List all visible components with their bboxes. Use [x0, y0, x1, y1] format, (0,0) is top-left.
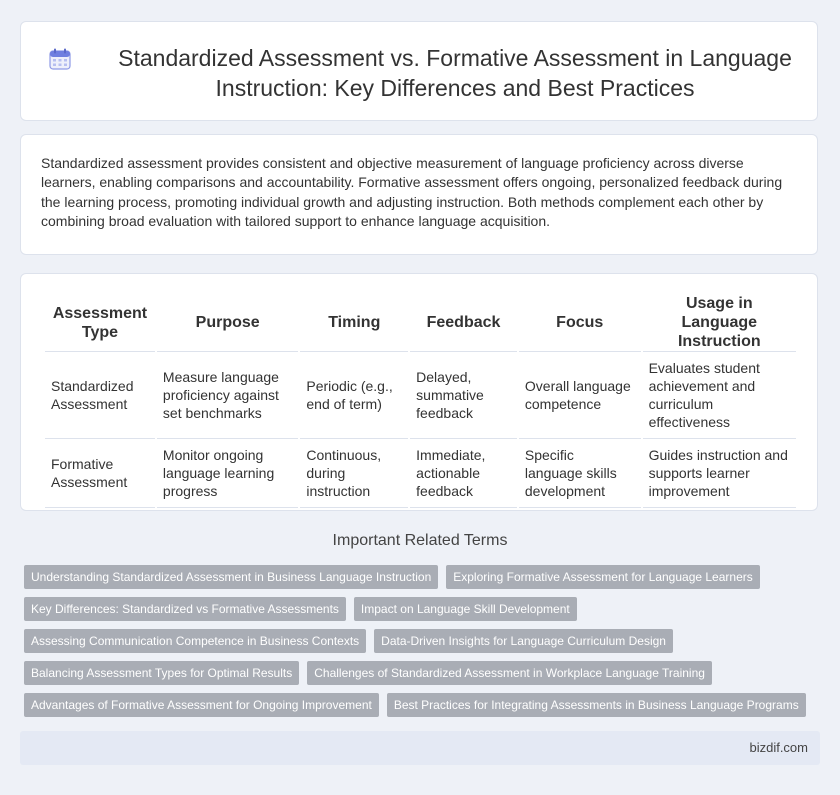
- site-name[interactable]: bizdif.com: [749, 740, 808, 755]
- page-title: Standardized Assessment vs. Formative Assessment in Language Instruction: Key Differences and Best Practices: [118, 45, 792, 101]
- related-term-link[interactable]: Advantages of Formative Assessment for Ongoing Improvement: [24, 693, 379, 717]
- related-term-link[interactable]: Understanding Standardized Assessment in Business Language Instruction: [24, 565, 438, 589]
- table-cell: Formative Assessment: [45, 439, 155, 508]
- related-term-link[interactable]: Key Differences: Standardized vs Formative Assessments: [24, 597, 346, 621]
- table-cell: Specific language skills development: [519, 439, 641, 508]
- related-term-link[interactable]: Impact on Language Skill Development: [354, 597, 577, 621]
- table-cell: Immediate, actionable feedback: [410, 439, 517, 508]
- related-term-link[interactable]: Assessing Communication Competence in Business Contexts: [24, 629, 366, 653]
- table-cell: Standardized Assessment: [45, 352, 155, 439]
- related-terms-heading: Important Related Terms: [332, 532, 508, 549]
- table-header-row: [45, 294, 796, 352]
- related-term-link[interactable]: Balancing Assessment Types for Optimal Results: [24, 661, 299, 685]
- related-terms-list: [24, 565, 824, 725]
- table-cell: Overall language competence: [519, 352, 641, 439]
- calendar-icon: [48, 47, 72, 71]
- table-header-cell: Usage in Language Instruction: [643, 294, 796, 352]
- table-row: [45, 439, 796, 508]
- table-header-cell: Feedback: [410, 294, 517, 352]
- table-cell: Guides instruction and supports learner improvement: [643, 439, 796, 508]
- table-row: [45, 352, 796, 439]
- comparison-table-card: [20, 273, 818, 511]
- table-cell: Delayed, summative feedback: [410, 352, 517, 439]
- table-cell: Continuous, during instruction: [300, 439, 408, 508]
- table-header-cell: Assessment Type: [45, 294, 155, 352]
- table-header-cell: Timing: [300, 294, 408, 352]
- related-term-link[interactable]: Challenges of Standardized Assessment in Workplace Language Training: [307, 661, 712, 685]
- table-cell: Measure language proficiency against set benchmarks: [157, 352, 298, 439]
- table-header-cell: Purpose: [157, 294, 298, 352]
- comparison-table: [43, 294, 798, 508]
- related-term-link[interactable]: Data-Driven Insights for Language Curriculum Design: [374, 629, 673, 653]
- table-cell: Monitor ongoing language learning progress: [157, 439, 298, 508]
- table-cell: Evaluates student achievement and curriculum effectiveness: [643, 352, 796, 439]
- intro-paragraph: Standardized assessment provides consistent and objective measurement of language proficiency across diverse learners, enabling comparisons and accountability. Formative assessment offers ongoing, personalized feedback during the learning process, promoting individual growth and adjusting instruction. Both methods complement each other by combining broad evaluation with tailored support to enhance language acquisition.: [41, 155, 783, 229]
- table-header-cell: Focus: [519, 294, 641, 352]
- table-cell: Periodic (e.g., end of term): [300, 352, 408, 439]
- intro-card: [20, 134, 818, 255]
- related-term-link[interactable]: Best Practices for Integrating Assessments in Business Language Programs: [387, 693, 806, 717]
- footer-bar: [20, 731, 820, 765]
- related-term-link[interactable]: Exploring Formative Assessment for Language Learners: [446, 565, 760, 589]
